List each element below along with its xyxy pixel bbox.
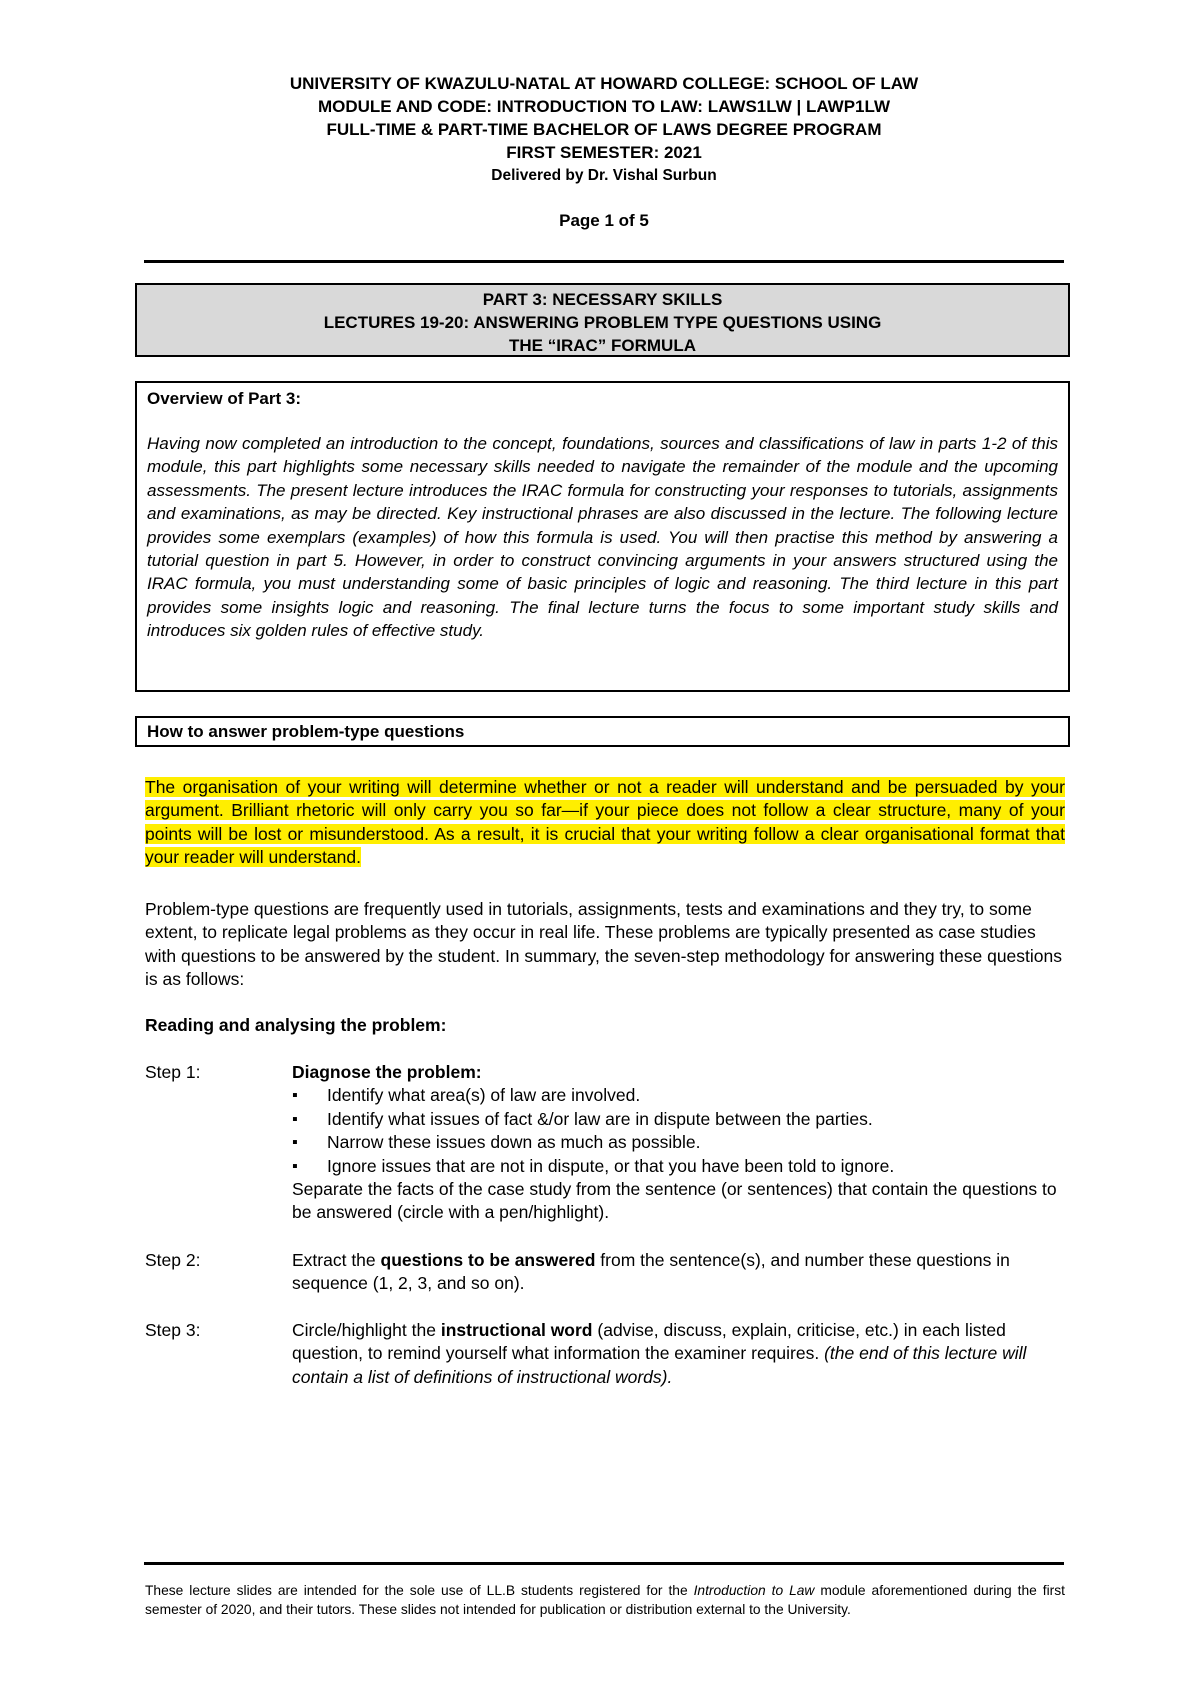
step-content <box>292 1319 1065 1389</box>
bullet-list <box>292 1084 1065 1178</box>
page-number: Page 1 of 5 <box>559 211 649 230</box>
list-item: ▪ Ignore issues that are not in dispute, or that you have been told to ignore. <box>292 1155 1065 1178</box>
footer-text: These lecture slides are intended for the sole use of LL.B students registered for the <box>145 1583 694 1598</box>
overview-box <box>135 381 1070 692</box>
highlighted-paragraph <box>145 776 1065 870</box>
header-module: MODULE AND CODE: INTRODUCTION TO LAW: LAWS1LW | LAWP1LW <box>317 97 891 116</box>
step-italic-note: (the end of this lecture will contain a list of definitions of instructional words). <box>292 1343 1027 1387</box>
step-label: Step 1: <box>145 1062 201 1082</box>
step-content <box>292 1249 1065 1296</box>
highlighted-text: The organisation of your writing will determine whether or not a reader will understand and be persuaded by your argument. Brilliant rhetoric will only carry you so far—if your piece does not follow a clear structure, many of your points will be lost or misunderstood. As a result, it is crucial that your writing follow a clear organisational format that your reader will understand. <box>145 777 1065 868</box>
part-title-line2: LECTURES 19-20: ANSWERING PROBLEM TYPE QUESTIONS USING <box>323 313 882 332</box>
footer-disclaimer <box>145 1581 1065 1619</box>
step-title: Diagnose the problem: <box>292 1062 482 1082</box>
header-university: UNIVERSITY OF KWAZULU-NATAL AT HOWARD COLLEGE: SCHOOL OF LAW <box>289 74 919 93</box>
step-note: Separate the facts of the case study from the sentence (or sentences) that contain the questions to be answered (circle with a pen/highlight). <box>292 1179 1057 1223</box>
list-item: ▪ Identify what issues of fact &/or law are in dispute between the parties. <box>292 1108 1065 1131</box>
step-label: Step 2: <box>145 1250 201 1270</box>
subheading: Reading and analysing the problem: <box>145 1015 447 1035</box>
part-title-line1: PART 3: NECESSARY SKILLS <box>482 290 723 309</box>
step-text: from the sentence(s), and number these questions in sequence (1, 2, 3, and so on). <box>292 1250 1010 1294</box>
overview-title: Overview of Part 3: <box>147 389 302 408</box>
overview-text: Having now completed an introduction to the concept, foundations, sources and classifications of law in parts 1-2 of this module, this part highlights some necessary skills needed to navigate the remainder of the module and the upcoming assessments. The present lecture introduces the IRAC formula for constructing your responses to tutorials, assignments and examinations, as may be directed. Key instructional phrases are also discussed in the lecture. The following lecture provides some exemplars (examples) of how this formula is used. You will then practise this method by answering a tutorial question in part 5. However, in order to construct convincing arguments in your answers structured using the IRAC formula, you must understanding some of basic principles of logic and reasoning. The third lecture in this part provides some insights logic and reasoning. The final lecture turns the focus to some important study skills and introduces six golden rules of effective study. <box>147 434 1058 641</box>
header-divider <box>144 260 1064 263</box>
step-label: Step 3: <box>145 1320 201 1340</box>
intro-paragraph: Problem-type questions are frequently used in tutorials, assignments, tests and examinations and they try, to some extent, to replicate legal problems as they occur in real life. These problems are typically presented as case studies with questions to be answered by the student. In summary, the seven-step methodology for answering these questions is as follows: <box>145 899 1062 990</box>
header-semester: FIRST SEMESTER: 2021 <box>506 143 702 162</box>
footer-module-name: Introduction to Law <box>693 1583 815 1598</box>
step-text: (advise, discuss, explain, criticise, etc.) in each listed question, to remind yourself what information the examiner requires. <box>292 1320 1006 1364</box>
step-keyword: questions to be answered <box>380 1250 596 1270</box>
list-item: ▪ Identify what area(s) of law are involved. <box>292 1084 1065 1107</box>
header-program: FULL-TIME & PART-TIME BACHELOR OF LAWS DEGREE PROGRAM <box>326 120 882 139</box>
part-title-box <box>135 283 1070 357</box>
header-lecturer: Delivered by Dr. Vishal Surbun <box>491 167 717 184</box>
section-heading-box <box>135 716 1070 747</box>
part-title-line3: THE “IRAC” FORMULA <box>509 336 696 355</box>
footer-divider <box>144 1562 1064 1565</box>
step-text: Circle/highlight the <box>292 1320 441 1340</box>
step-text: Extract the <box>292 1250 381 1270</box>
list-item: ▪ Narrow these issues down as much as possible. <box>292 1131 1065 1154</box>
section-heading: How to answer problem-type questions <box>147 722 465 741</box>
step-content <box>292 1061 1065 1225</box>
step-keyword: instructional word <box>440 1320 593 1340</box>
footer-text: module aforementioned during the first semester of 2020, and their tutors. These slides not intended for publication or distribution external to the University. <box>145 1583 1065 1617</box>
document-header <box>144 72 1064 232</box>
